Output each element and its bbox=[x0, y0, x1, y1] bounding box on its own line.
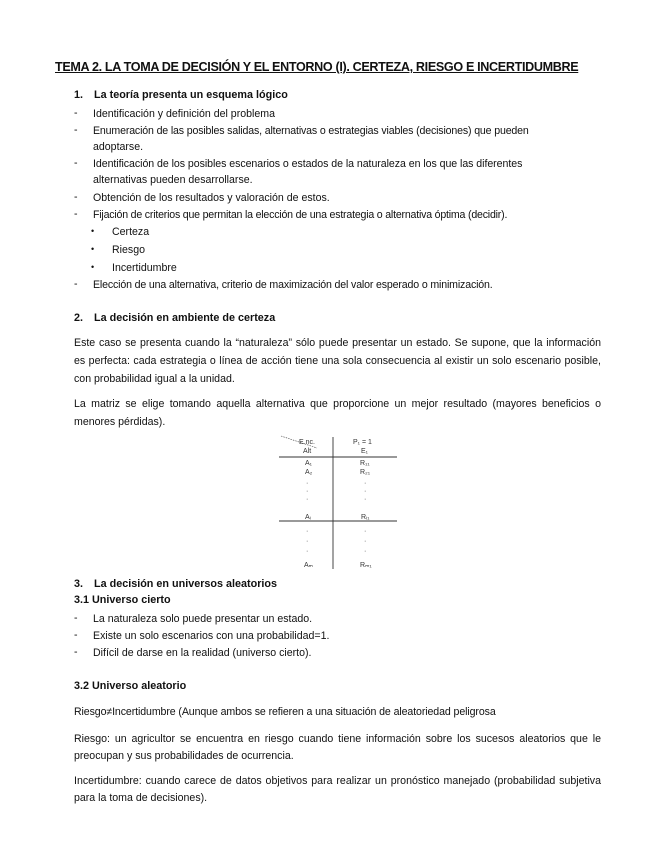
ellipsis-dot: · bbox=[306, 528, 309, 535]
bullet-dot: • bbox=[91, 262, 95, 272]
bullet-item-incertidumbre: Incertidumbre bbox=[112, 262, 177, 274]
section-3-number: 3. bbox=[74, 578, 84, 590]
bullet-dot: • bbox=[91, 244, 95, 254]
corner-bottom-label: Alt bbox=[303, 448, 312, 455]
bullet-dot: • bbox=[91, 226, 95, 236]
certainty-matrix-table bbox=[277, 433, 399, 573]
list-item: Obtención de los resultados y valoración de estos. bbox=[93, 192, 330, 204]
list-item: Elección de una alternativa, criterio de maximización del valor esperado o minimización. bbox=[93, 279, 493, 291]
list-item-continued: adoptarse. bbox=[93, 141, 144, 153]
list-dash: - bbox=[74, 646, 78, 658]
ellipsis-dot: · bbox=[364, 496, 367, 503]
uncertainty-definition: Incertidumbre: cuando carece de datos objetivos para realizar un pronóstico manejado (probabilidad subjetiva para la toma de decisiones). bbox=[74, 775, 601, 804]
ellipsis-dot: · bbox=[306, 480, 309, 487]
list-dash: - bbox=[74, 157, 78, 169]
section-2-heading bbox=[74, 312, 275, 324]
ellipsis-dot: · bbox=[364, 528, 367, 535]
ellipsis-dot: · bbox=[364, 548, 367, 555]
section-3-title: La decisión en universos aleatorios bbox=[94, 578, 278, 590]
row-alt-i: Aᵢ bbox=[305, 514, 311, 521]
list-dash: - bbox=[74, 208, 78, 220]
row-alt-2: A₂ bbox=[305, 469, 313, 476]
section-2-paragraph-2: La matriz se elige tomando aquella alternativa que proporcione un mejor resultado (mayores beneficios o menores pérdidas). bbox=[74, 398, 601, 428]
risk-definition: Riesgo: un agricultor se encuentra en riesgo cuando tiene información sobre los sucesos aleatorios que le preocupan y sus probabilidades de ocurrencia. bbox=[74, 733, 601, 762]
ellipsis-dot: · bbox=[364, 538, 367, 545]
ellipsis-dot: · bbox=[306, 538, 309, 545]
column-probability-header: P₁ = 1 bbox=[353, 439, 372, 446]
row-alt-1: A₁ bbox=[305, 460, 313, 467]
section-2-number: 2. bbox=[74, 312, 84, 324]
list-item-continued: alternativas pueden desarrollarse. bbox=[93, 174, 253, 186]
bullet-item-certeza: Certeza bbox=[112, 226, 150, 238]
row-res-i: Rᵢ₁ bbox=[361, 514, 370, 521]
subsection-3-2-heading: 3.2 Universo aleatorio bbox=[74, 680, 187, 692]
ellipsis-dot: · bbox=[364, 480, 367, 487]
list-item: Existe un solo escenarios con una probabilidad=1. bbox=[93, 630, 330, 642]
list-dash: - bbox=[74, 278, 78, 290]
document-title: TEMA 2. LA TOMA DE DECISIÓN Y EL ENTORNO (I). CERTEZA, RIESGO E INCERTIDUMBRE bbox=[55, 60, 579, 74]
ellipsis-dot: · bbox=[306, 496, 309, 503]
bullet-item-riesgo: Riesgo bbox=[112, 244, 145, 256]
row-res-1: R₁₁ bbox=[360, 460, 370, 467]
list-dash: - bbox=[74, 124, 78, 136]
list-item: Difícil de darse en la realidad (universo cierto). bbox=[93, 647, 312, 659]
ellipsis-dot: · bbox=[364, 488, 367, 495]
list-item: Identificación de los posibles escenarios o estados de la naturaleza en los que las diferentes bbox=[93, 158, 523, 170]
list-item: Enumeración de las posibles salidas, alternativas o estrategias viables (decisiones) que pueden bbox=[93, 125, 529, 137]
row-alt-m: Aₘ bbox=[304, 562, 314, 569]
column-state-header: E₁ bbox=[361, 448, 369, 455]
list-item: Fijación de criterios que permitan la elección de una estrategia o alternativa óptima (decidir). bbox=[93, 209, 508, 221]
list-item: Identificación y definición del problema bbox=[93, 108, 275, 120]
section-2-title: La decisión en ambiente de certeza bbox=[94, 312, 276, 324]
corner-top-label: E.nc. bbox=[299, 439, 315, 446]
section-1-title: La teoría presenta un esquema lógico bbox=[94, 89, 288, 101]
ellipsis-dot: · bbox=[306, 488, 309, 495]
subsection-3-1-heading: 3.1 Universo cierto bbox=[74, 594, 171, 606]
section-1-heading bbox=[74, 89, 288, 101]
list-dash: - bbox=[74, 629, 78, 641]
section-2-paragraph-1: Este caso se presenta cuando la “naturaleza” sólo puede presentar un estado. Se supone, que la información es perfecta: cada estrategia o línea de acción tiene una sola consecuencia al existir un solo escenario posible, con probabilidad igual a la unidad. bbox=[74, 337, 601, 385]
list-dash: - bbox=[74, 107, 78, 119]
ellipsis-dot: · bbox=[306, 548, 309, 555]
list-dash: - bbox=[74, 191, 78, 203]
row-res-2: R₂₁ bbox=[360, 469, 371, 476]
section-3-heading bbox=[74, 578, 277, 590]
section-1-number: 1. bbox=[74, 89, 84, 101]
list-dash: - bbox=[74, 612, 78, 624]
list-item: La naturaleza solo puede presentar un estado. bbox=[93, 613, 313, 625]
row-res-m: Rₘ₁ bbox=[360, 562, 372, 569]
risk-vs-uncertainty-text: Riesgo≠Incertidumbre (Aunque ambos se refieren a una situación de aleatoriedad peligrosa bbox=[74, 706, 496, 718]
